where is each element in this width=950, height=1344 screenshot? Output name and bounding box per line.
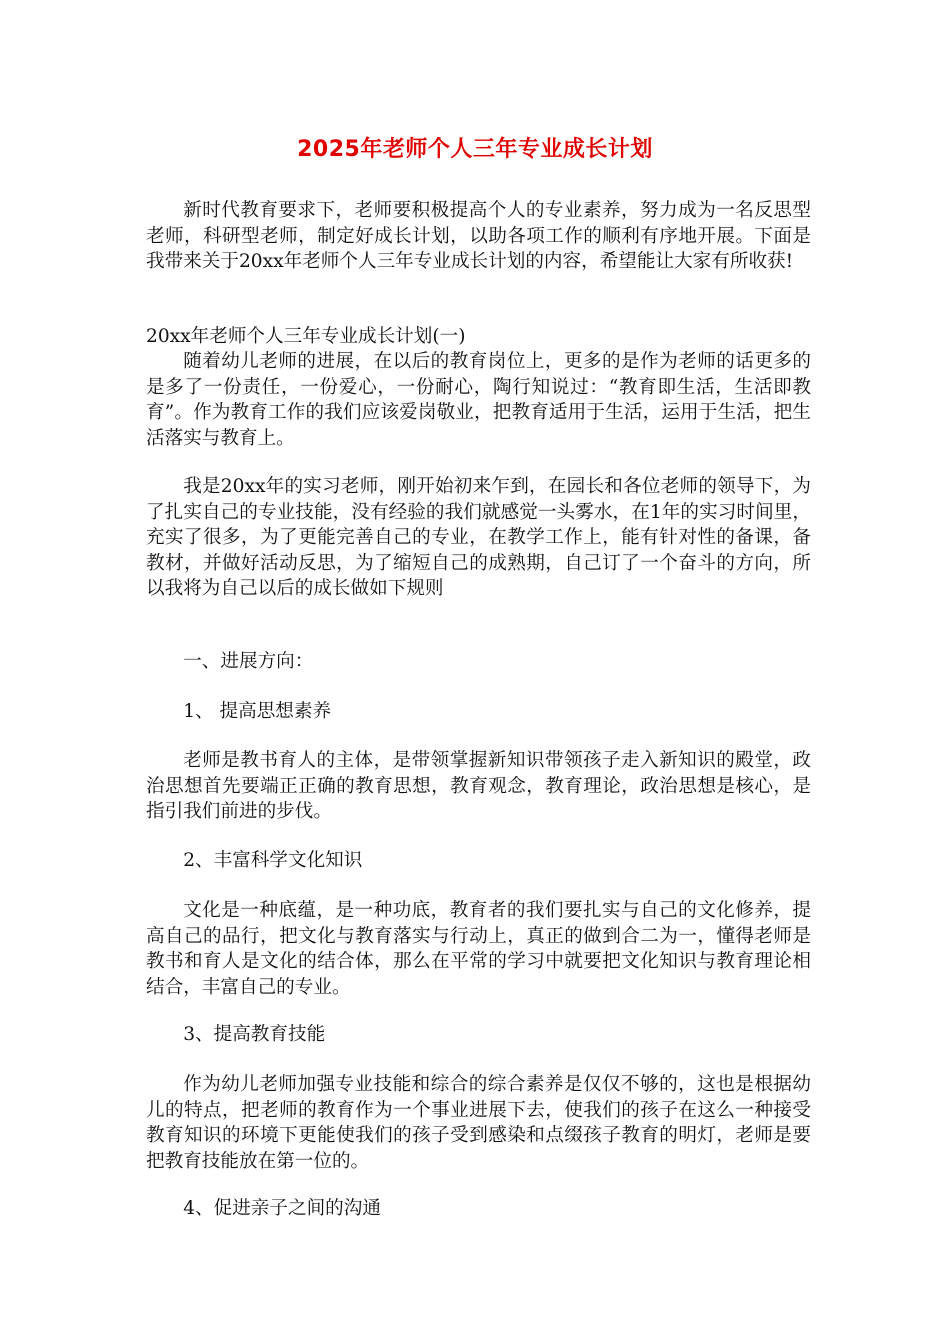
document-title: 2025年老师个人三年专业成长计划 [297, 137, 653, 162]
heading-item-3: 3、提高教育技能 [183, 1024, 326, 1045]
heading-item-2: 2、丰富科学文化知识 [183, 850, 363, 871]
section-heading-plan-one: 20xx年老师个人三年专业成长计划(一) [146, 326, 466, 347]
paragraph-item-2: 文化是一种底蕴，是一种功底，教育者的我们要扎实与自己的文化修养，提高自己的品行，把文化与教育落实与行动上，真正的做到合二为一，懂得老师是教书和育人是文化的结合体，那么在平常的学习中就要把文化知识与教育理论相结合，丰富自己的专业。 [146, 900, 811, 998]
paragraph-intern: 我是20xx年的实习老师，刚开始初来乍到，在园长和各位老师的领导下，为了扎实自己的专业技能，没有经验的我们就感觉一头雾水，在1年的实习时间里，充实了很多，为了更能完善自己的专业，在教学工作上，能有针对性的备课，备教材，并做好活动反思，为了缩短自己的成熟期，自己订了一个奋斗的方向，所以我将为自己以后的成长做如下规则 [146, 476, 811, 599]
paragraph-development: 随着幼儿老师的进展，在以后的教育岗位上，更多的是作为老师的话更多的是多了一份责任，一份爱心，一份耐心，陶行知说过：“教育即生活，生活即教育”。作为教育工作的我们应该爱岗敬业，把教育适用于生活，运用于生活，把生活落实与教育上。 [146, 351, 811, 449]
heading-item-1: 1、 提高思想素养 [183, 701, 332, 722]
paragraph-item-3: 作为幼儿老师加强专业技能和综合的综合素养是仅仅不够的，这也是根据幼儿的特点，把老师的教育作为一个事业进展下去，使我们的孩子在这么一种接受教育知识的环境下更能使我们的孩子受到感染和点缀孩子教育的明灯，老师是要把教育技能放在第一位的。 [146, 1074, 811, 1172]
heading-item-4: 4、促进亲子之间的沟通 [183, 1198, 381, 1219]
paragraph-item-1: 老师是教书育人的主体，是带领掌握新知识带领孩子走入新知识的殿堂，政治思想首先要端正正确的教育思想，教育观念，教育理论，政治思想是核心，是指引我们前进的步伐。 [146, 750, 811, 822]
intro-paragraph: 新时代教育要求下，老师要积极提高个人的专业素养，努力成为一名反思型老师，科研型老师，制定好成长计划，以助各项工作的顺利有序地开展。下面是我带来关于20xx年老师个人三年专业成长计划的内容，希望能让大家有所收获! [146, 200, 811, 272]
heading-development-direction: 一、进展方向： [183, 651, 314, 672]
